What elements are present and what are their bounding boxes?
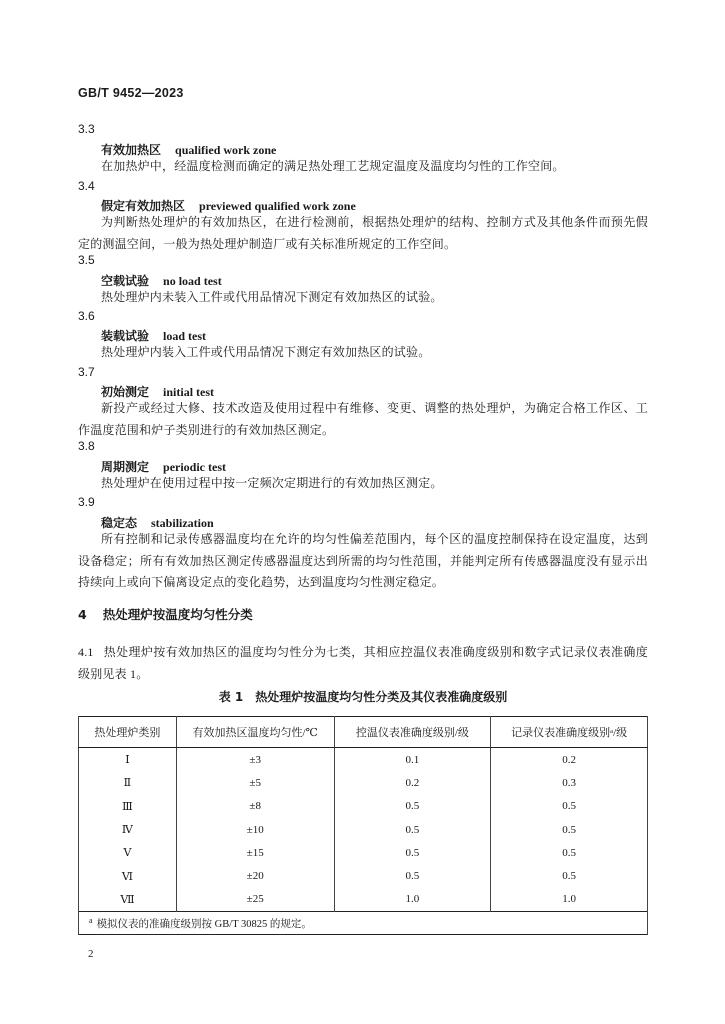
table-cell: 0.5 xyxy=(491,841,648,864)
table-cell: Ⅰ xyxy=(79,748,177,772)
table-cell: 0.5 xyxy=(334,818,491,841)
table-title: 热处理炉按温度均匀性分类及其仪表准确度级别 xyxy=(255,690,508,704)
term-en: periodic test xyxy=(163,460,226,474)
table-cell: 1.0 xyxy=(491,888,648,912)
term-definition: 在加热炉中，经温度检测而确定的满足热处理工艺规定温度及温度均匀性的工作空间。 xyxy=(101,159,565,173)
clause-text: 热处理炉按有效加热区的温度均匀性分为七类，其相应控温仪表准确度级别和数字式记录仪表准确度级别见表 1。 xyxy=(78,645,648,681)
term-zh: 初始测定 xyxy=(101,385,150,399)
table-row xyxy=(79,771,648,794)
table-cell: 1.0 xyxy=(334,888,491,912)
table-header: 记录仪表准确度级别ᵃ/级 xyxy=(491,717,648,748)
furnace-class-table xyxy=(78,716,648,935)
table-cell: 0.5 xyxy=(334,841,491,864)
term-definition: 所有控制和记录传感器温度均在允许的均匀性偏差范围内，每个区的温度控制保持在设定温度，达到设备稳定；所有有效加热区测定传感器温度达到所需的均匀性范围，并能判定所有传感器温度没有显示出持续向上或向下偏离设定点的变化趋势，达到温度均匀性测定稳定。 xyxy=(78,532,648,589)
table-cell: 0.3 xyxy=(491,771,648,794)
table-row xyxy=(79,841,648,864)
term-zh: 装载试验 xyxy=(101,329,150,343)
table-header: 热处理炉类别 xyxy=(79,717,177,748)
table-cell: ±25 xyxy=(176,888,334,912)
term-zh: 假定有效加热区 xyxy=(101,199,186,213)
term-definition: 热处理炉在使用过程中按一定频次定期进行的有效加热区测定。 xyxy=(101,476,443,490)
clause-number: 3.8 xyxy=(78,439,95,453)
table-cell: 0.5 xyxy=(491,795,648,818)
table-cell: ±3 xyxy=(176,748,334,772)
table-row xyxy=(79,888,648,912)
term-en: qualified work zone xyxy=(175,143,277,157)
table-row xyxy=(79,795,648,818)
clause-number: 3.7 xyxy=(78,365,95,379)
table-cell: 0.5 xyxy=(334,864,491,887)
document-code: GB/T 9452—2023 xyxy=(78,86,184,100)
term-definition: 为判断热处理炉的有效加热区，在进行检测前，根据热处理炉的结构、控制方式及其他条件而预先假定的测温空间，一般为热处理炉制造厂或有关标准所规定的工作空间。 xyxy=(78,215,648,251)
section-title: 热处理炉按温度均匀性分类 xyxy=(102,607,253,622)
table-header: 控温仪表准确度级别/级 xyxy=(334,717,491,748)
term-zh: 周期测定 xyxy=(101,460,150,474)
term-en: initial test xyxy=(163,385,215,399)
table-cell: 0.5 xyxy=(491,864,648,887)
term-zh: 空载试验 xyxy=(101,274,150,288)
table-cell: 0.1 xyxy=(334,748,491,772)
term-definition: 热处理炉内未装入工件或代用品情况下测定有效加热区的试验。 xyxy=(101,290,443,304)
section-number: 4 xyxy=(78,607,87,622)
table-cell: ±15 xyxy=(176,841,334,864)
clause-number: 3.9 xyxy=(78,495,95,509)
footnote-mark: a xyxy=(89,915,93,925)
footnote-text: 模拟仪表的准确度级别按 GB/T 30825 的规定。 xyxy=(96,918,312,930)
term-definition: 热处理炉内装入工件或代用品情况下测定有效加热区的试验。 xyxy=(101,345,431,359)
table-cell: ±5 xyxy=(176,771,334,794)
table-caption xyxy=(78,688,648,705)
table-note-row xyxy=(79,912,648,935)
table-number: 表 1 xyxy=(218,690,244,704)
table-cell: Ⅱ xyxy=(79,771,177,794)
section-heading xyxy=(78,605,253,623)
table-row xyxy=(79,748,648,772)
table-header: 有效加热区温度均匀性/℃ xyxy=(176,717,334,748)
clause-number: 3.6 xyxy=(78,309,95,323)
clause-number: 3.5 xyxy=(78,253,95,267)
term-en: previewed qualified work zone xyxy=(199,199,356,213)
table-row xyxy=(79,818,648,841)
table-cell: Ⅵ xyxy=(79,864,177,887)
table-cell: ±8 xyxy=(176,795,334,818)
table-cell: 0.5 xyxy=(491,818,648,841)
clause-number: 3.4 xyxy=(78,179,95,193)
table-cell: Ⅴ xyxy=(79,841,177,864)
table-cell: Ⅶ xyxy=(79,888,177,912)
clause-paragraph xyxy=(78,642,648,685)
term-zh: 有效加热区 xyxy=(101,143,162,157)
table-cell: 0.5 xyxy=(334,795,491,818)
term-en: stabilization xyxy=(151,516,214,530)
table-cell: ±20 xyxy=(176,864,334,887)
term-zh: 稳定态 xyxy=(101,516,138,530)
table-cell: 0.2 xyxy=(334,771,491,794)
clause-number: 3.3 xyxy=(78,122,95,136)
term-en: no load test xyxy=(163,274,222,288)
term-definition: 新投产或经过大修、技术改造及使用过程中有维修、变更、调整的热处理炉，为确定合格工作区、工作温度范围和炉子类别进行的有效加热区测定。 xyxy=(78,401,648,437)
table-footnote xyxy=(79,912,648,935)
table-cell: Ⅳ xyxy=(79,818,177,841)
table-cell: 0.2 xyxy=(491,748,648,772)
term-en: load test xyxy=(163,329,207,343)
page-number: 2 xyxy=(88,948,94,960)
clause-number: 4.1 xyxy=(78,645,94,659)
table-header-row xyxy=(79,717,648,748)
table-cell: Ⅲ xyxy=(79,795,177,818)
table-row xyxy=(79,864,648,887)
table-cell: ±10 xyxy=(176,818,334,841)
